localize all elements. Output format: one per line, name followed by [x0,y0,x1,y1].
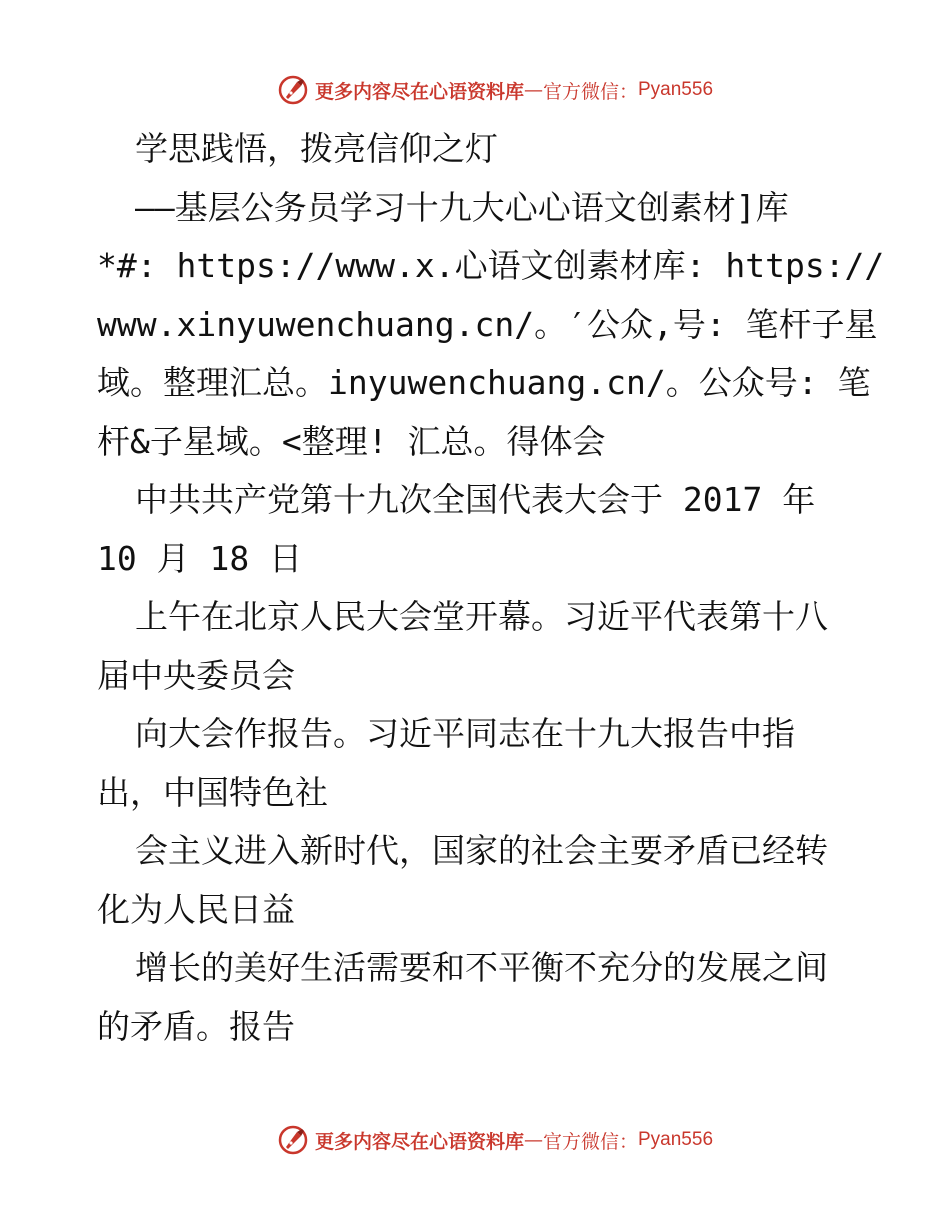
banner-label: 官方微信： [542,1130,638,1153]
doc-title: 学思践悟，拨亮信仰之灯 [135,129,498,168]
text-line: 向大会作报告。习近平同志在十九大报告中指 [135,714,795,753]
footer-banner [0,1120,950,1160]
banner-account: Pyan556 [638,79,714,100]
text-line: 的矛盾。报告 [97,1006,295,1046]
text-line: 上午在北京人民大会堂开幕。习近平代表第十八 [135,597,828,636]
text-line: 会主义进入新时代，国家的社会主要矛盾已经转 [135,831,828,870]
text-line: 10 月 18 日 [97,538,303,578]
banner-content [277,74,713,106]
text-line: *#: https://www.x.心语文创素材库: https:// [97,246,885,285]
banner-separator: — [523,79,543,101]
banner-separator: — [523,1129,543,1151]
banner-title: 更多内容尽在心语资料库 [314,1130,524,1153]
text-line: 杆&子星域。<整理! 汇总。得体会 [97,421,606,461]
text-line: 中共共产党第十九次全国代表大会于 2017 年 [135,480,816,519]
banner-title: 更多内容尽在心语资料库 [314,80,524,103]
text-line: 届中央委员会 [97,655,295,695]
text-line: 出，中国特色社 [97,772,328,812]
header-banner [0,70,950,110]
banner-label: 官方微信： [542,80,638,103]
text-line: 域。整理汇总。inyuwenchuang.cn/。公众号: 笔 [97,363,871,402]
pen-nib-logo-icon [277,1124,309,1156]
banner-account: Pyan556 [638,1129,714,1150]
doc-subtitle: ——基层公务员学习十九大心心语文创素材]库 [135,187,789,227]
pen-nib-logo-icon [277,74,309,106]
banner-content [277,1124,713,1156]
text-line: www.xinyuwenchuang.cn/。′公众,号: 笔杆子星 [97,304,878,344]
text-line: 化为人民日益 [97,889,295,929]
document-body [97,120,885,1056]
text-line: 增长的美好生活需要和不平衡不充分的发展之间 [135,948,828,987]
